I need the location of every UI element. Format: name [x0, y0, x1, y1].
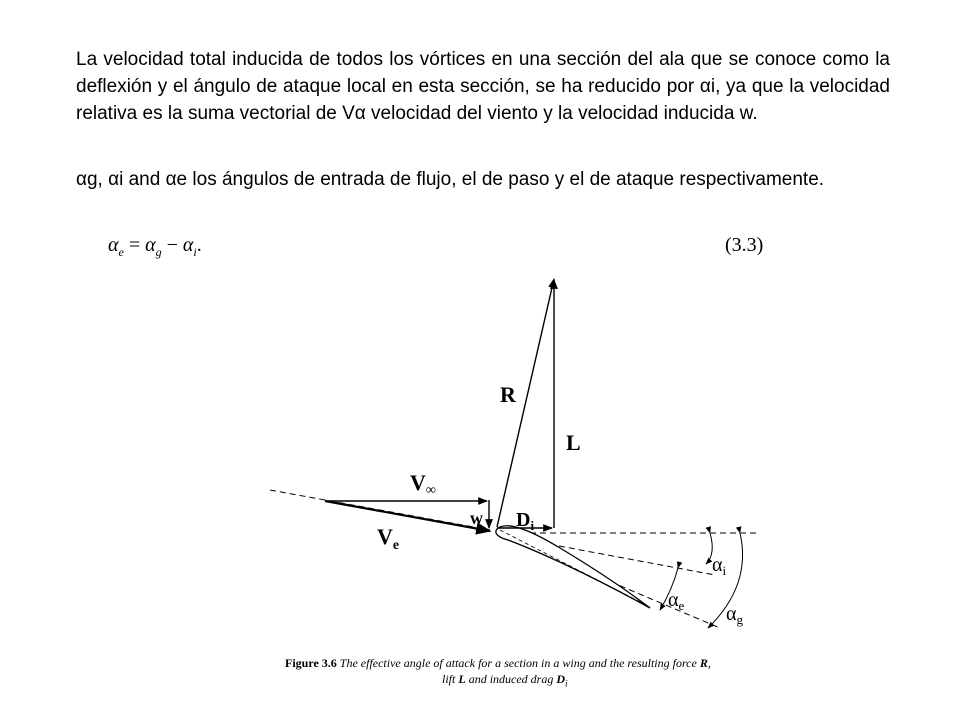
caption-label: Figure 3.6 — [285, 656, 337, 670]
paragraph-induced-velocity: La velocidad total inducida de todos los vórtices en una sección del ala que se conoce como la deflexión y el ángulo de ataque local en esta sección, se ha reducido por αi, ya que la velocidad relativa es la suma vectorial de Vα velocidad del viento y la velocidad inducida w. — [76, 49, 890, 124]
caption-line-2 — [285, 671, 805, 691]
caption-d-sub: i — [565, 678, 568, 689]
label-alpha-g — [726, 603, 743, 627]
eq-alpha-i: α — [182, 234, 194, 256]
label-alpha-g-sub: g — [736, 612, 743, 627]
eq-minus: − — [161, 234, 183, 256]
label-alpha-e-symbol: α — [668, 589, 679, 611]
eq-equals: = — [123, 234, 146, 256]
label-alpha-e — [668, 589, 684, 613]
label-d: D — [516, 509, 531, 531]
equation-number: (3.3) — [725, 234, 764, 256]
caption-d: D — [556, 672, 566, 686]
label-alpha-i-sub: i — [722, 563, 727, 578]
caption-r: R — [699, 656, 708, 670]
label-ve — [377, 524, 399, 553]
caption-text-4: and induced drag — [465, 672, 557, 686]
eq-alpha-e: α — [108, 234, 119, 256]
eq-sub-i: i — [193, 245, 197, 259]
label-di — [516, 509, 534, 533]
label-infinity: ∞ — [425, 483, 436, 498]
label-alpha-e-sub: e — [678, 598, 685, 613]
eq-sub-e: e — [118, 245, 124, 259]
eq-alpha-g: α — [145, 234, 156, 256]
label-w: w — [470, 508, 483, 528]
label-alpha-i — [712, 554, 726, 578]
ve-arrow — [325, 501, 490, 531]
label-ve-sub: e — [392, 538, 400, 553]
paragraph-angles: αg, αi and αe los ángulos de entrada de flujo, el de paso y el de ataque respectivamente. — [76, 169, 825, 190]
caption-l: L — [458, 672, 466, 686]
label-l: L — [566, 430, 581, 455]
label-alpha-i-symbol: α — [712, 554, 723, 576]
caption-text-1: The effective angle of attack for a section in a wing and the resulting force — [336, 656, 700, 670]
airfoil-force-diagram — [260, 265, 780, 655]
equation-3-3 — [108, 234, 202, 260]
figure-caption — [285, 655, 805, 691]
label-v: V — [410, 470, 426, 495]
label-ve-v: V — [377, 524, 393, 549]
caption-text-2: , — [707, 656, 711, 670]
label-v-infinity — [410, 470, 436, 498]
eq-period: . — [196, 234, 202, 256]
eq-sub-g: g — [155, 245, 162, 259]
caption-line-1 — [285, 655, 805, 671]
label-r: R — [500, 382, 516, 407]
airfoil-shape — [496, 526, 650, 608]
label-alpha-g-symbol: α — [726, 603, 737, 625]
label-d-sub: i — [530, 518, 535, 533]
caption-text-3: lift — [442, 672, 459, 686]
